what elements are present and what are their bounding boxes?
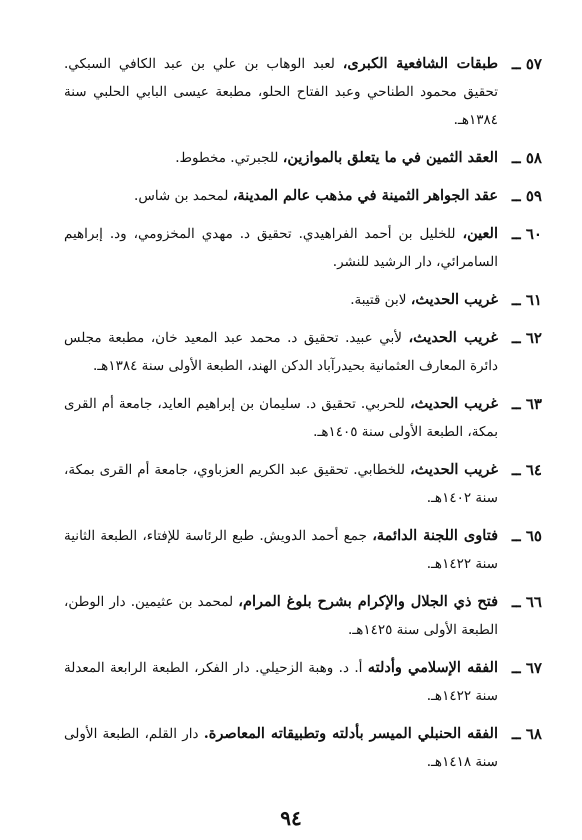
- entry-text: [64, 50, 498, 134]
- reference-entry-58: [64, 144, 542, 172]
- entry-text: [64, 182, 498, 210]
- entry-text: [64, 390, 498, 446]
- reference-entry-65: [64, 522, 542, 578]
- reference-entry-57: [64, 50, 542, 134]
- entry-number: ٥٧ ــ: [511, 55, 542, 73]
- entry-details: لمحمد بن عثيمين. دار الوطن، الطبعة الأولى سنة ١٤٢٥هـ.: [64, 594, 498, 638]
- entry-text: [64, 324, 498, 380]
- entry-details: لأبي عبيد. تحقيق د. محمد عبد المعيد خان، مطبعة مجلس دائرة المعارف العثمانية بحيدرآباد الدكن الهند، الطبعة الأولى سنة ١٣٨٤هـ.: [64, 330, 498, 374]
- entry-number: ٦٠ ــ: [511, 225, 542, 243]
- entry-text: [64, 220, 498, 276]
- entry-title: عقد الجواهر الثمينة في مذهب عالم المدينة،: [232, 187, 498, 204]
- entry-title: الفقه الحنبلي الميسر بأدلته وتطبيقاته المعاصرة.: [203, 725, 498, 742]
- reference-entry-68: [64, 720, 542, 776]
- reference-entry-60: [64, 220, 542, 276]
- entry-details: دار القلم، الطبعة الأولى سنة ١٤١٨هـ.: [64, 726, 498, 770]
- entry-title: غريب الحديث،: [408, 329, 498, 346]
- entry-number: ٥٨ ــ: [511, 149, 542, 167]
- reference-entry-63: [64, 390, 542, 446]
- entry-number: ٦٦ ــ: [511, 593, 542, 611]
- entry-details: للحربي. تحقيق د. سليمان بن إبراهيم العايد، جامعة أم القرى بمكة، الطبعة الأولى سنة ١٤٠٥هـ.: [64, 396, 498, 440]
- entry-number: ٦٢ ــ: [511, 329, 542, 347]
- reference-entry-62: [64, 324, 542, 380]
- entry-details: أ. د. وهبة الزحيلي. دار الفكر، الطبعة الرابعة المعدلة سنة ١٤٢٢هـ.: [64, 660, 498, 704]
- page-number: ٩٤: [280, 806, 302, 830]
- reference-entry-64: [64, 456, 542, 512]
- entry-number: ٥٩ ــ: [511, 187, 542, 205]
- entry-title: العقد الثمين في ما يتعلق بالموازين،: [282, 149, 498, 166]
- reference-entry-61: [64, 286, 542, 314]
- entry-details: لعبد الوهاب بن علي بن عبد الكافي السبكي. تحقيق محمود الطناحي وعبد الفتاح الحلو، مطبعة عيسى البابي الحلبي سنة ١٣٨٤هـ.: [64, 56, 498, 128]
- entry-title: غريب الحديث،: [410, 291, 498, 308]
- entry-number: ٦٨ ــ: [511, 725, 542, 743]
- entry-text: [64, 522, 498, 578]
- entry-title: الفقه الإسلامي وأدلته: [367, 659, 498, 676]
- entry-number: ٦١ ــ: [511, 291, 542, 309]
- reference-entry-66: [64, 588, 542, 644]
- entry-details: للخطابي. تحقيق عبد الكريم العزباوي، جامعة أم القرى بمكة، سنة ١٤٠٢هـ.: [64, 462, 498, 506]
- entry-text: [64, 144, 498, 172]
- entry-title: فتاوى اللجنة الدائمة،: [372, 527, 499, 544]
- entry-title: فتح ذي الجلال والإكرام بشرح بلوغ المرام،: [238, 593, 498, 610]
- entry-text: [64, 456, 498, 512]
- entry-number: ٦٥ ــ: [511, 527, 542, 545]
- entry-title: غريب الحديث،: [409, 395, 498, 412]
- entry-number: ٦٤ ــ: [511, 461, 542, 479]
- entry-text: [64, 286, 498, 314]
- entry-details: لابن قتيبة.: [350, 292, 411, 308]
- reference-entry-67: [64, 654, 542, 710]
- entry-text: [64, 588, 498, 644]
- references-list: [64, 50, 542, 786]
- entry-text: [64, 654, 498, 710]
- entry-details: لمحمد بن شاس.: [134, 188, 233, 204]
- entry-details: للجبرتي. مخطوط.: [175, 150, 283, 166]
- entry-title: العين،: [462, 225, 498, 242]
- reference-entry-59: [64, 182, 542, 210]
- entry-title: طبقات الشافعية الكبرى،: [342, 55, 498, 72]
- entry-number: ٦٣ ــ: [511, 395, 542, 413]
- entry-details: جمع أحمد الدويش. طبع الرئاسة للإفتاء، الطبعة الثانية سنة ١٤٢٢هـ.: [64, 528, 498, 572]
- entry-details: للخليل بن أحمد الفراهيدي. تحقيق د. مهدي المخزومي، ود. إبراهيم السامرائي، دار الرشيد للنشر.: [64, 226, 498, 270]
- entry-text: [64, 720, 498, 776]
- entry-title: غريب الحديث،: [410, 461, 499, 478]
- entry-number: ٦٧ ــ: [511, 659, 542, 677]
